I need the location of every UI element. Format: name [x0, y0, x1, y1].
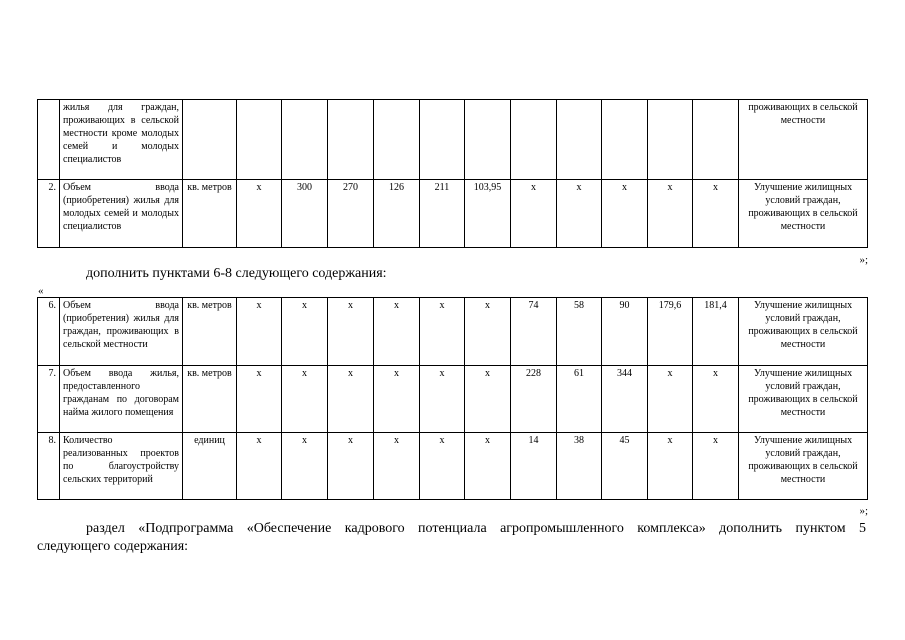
value-cell: 270 [328, 180, 374, 248]
result-cell: Улучшение жилищных условий граждан, проживающих в сельской местности [739, 366, 868, 433]
value-cell: х [693, 366, 739, 433]
result-cell: Улучшение жилищных условий граждан, проживающих в сельской местности [739, 433, 868, 500]
indicator-name-cell: жилья для граждан, проживающих в сельской местности кроме молодых семей и молодых специалистов [60, 100, 183, 180]
value-cell [465, 100, 511, 180]
close-quote-1: »; [859, 254, 868, 266]
row-number-cell: 2. [38, 180, 60, 248]
value-cell: х [374, 366, 420, 433]
value-cell: х [374, 298, 420, 366]
value-cell: 38 [557, 433, 602, 500]
row-number-cell: 7. [38, 366, 60, 433]
table-row [38, 100, 868, 180]
indicators-table-top [37, 99, 868, 248]
result-cell: Улучшение жилищных условий граждан, проживающих в сельской местности [739, 298, 868, 366]
value-cell [557, 100, 602, 180]
unit-cell: кв. метров [183, 366, 237, 433]
value-cell: х [237, 433, 282, 500]
value-cell: 344 [602, 366, 648, 433]
unit-cell: кв. метров [183, 180, 237, 248]
indicator-name-cell: Объем ввода жилья, предоставленного гражданам по договорам найма жилого помещения [60, 366, 183, 433]
value-cell: х [648, 180, 693, 248]
value-cell: х [557, 180, 602, 248]
value-cell [693, 100, 739, 180]
value-cell: х [648, 433, 693, 500]
value-cell [511, 100, 557, 180]
open-quote: « [38, 285, 44, 297]
value-cell [237, 100, 282, 180]
indicator-name-cell: Объем ввода (приобретения) жилья для граждан, проживающих в сельской местности [60, 298, 183, 366]
value-cell: 181,4 [693, 298, 739, 366]
table-row [38, 180, 868, 248]
value-cell: х [420, 366, 465, 433]
value-cell: 61 [557, 366, 602, 433]
row-number-cell: 6. [38, 298, 60, 366]
section-text-line2: следующего содержания: [37, 539, 189, 554]
value-cell: х [328, 433, 374, 500]
row-number-cell: 8. [38, 433, 60, 500]
value-cell: х [282, 366, 328, 433]
result-cell: Улучшение жилищных условий граждан, проживающих в сельской местности [739, 180, 868, 248]
value-cell: х [237, 180, 282, 248]
result-cell: проживающих в сельской местности [739, 100, 868, 180]
value-cell: 74 [511, 298, 557, 366]
value-cell: х [282, 298, 328, 366]
value-cell: 14 [511, 433, 557, 500]
value-cell [602, 100, 648, 180]
value-cell: 126 [374, 180, 420, 248]
unit-cell: кв. метров [183, 298, 237, 366]
value-cell: х [465, 366, 511, 433]
value-cell [328, 100, 374, 180]
row-number-cell [38, 100, 60, 180]
value-cell [648, 100, 693, 180]
value-cell: 90 [602, 298, 648, 366]
value-cell: х [237, 366, 282, 433]
value-cell [282, 100, 328, 180]
value-cell: х [328, 366, 374, 433]
value-cell: 300 [282, 180, 328, 248]
value-cell: х [328, 298, 374, 366]
value-cell: х [420, 298, 465, 366]
value-cell: 179,6 [648, 298, 693, 366]
value-cell: 103,95 [465, 180, 511, 248]
indicator-name-cell: Объем ввода (приобретения) жилья для молодых семей и молодых специалистов [60, 180, 183, 248]
value-cell: 45 [602, 433, 648, 500]
value-cell: х [282, 433, 328, 500]
unit-cell [183, 100, 237, 180]
value-cell: х [465, 298, 511, 366]
table-row [38, 433, 868, 500]
table-row [38, 366, 868, 433]
value-cell: х [420, 433, 465, 500]
indicators-table-new [37, 297, 868, 500]
value-cell: х [374, 433, 420, 500]
value-cell: 228 [511, 366, 557, 433]
value-cell: х [465, 433, 511, 500]
value-cell: 211 [420, 180, 465, 248]
supplement-text: дополнить пунктами 6-8 следующего содержания: [86, 266, 387, 281]
value-cell: х [648, 366, 693, 433]
value-cell [374, 100, 420, 180]
unit-cell: единиц [183, 433, 237, 500]
close-quote-2: »; [859, 505, 868, 517]
value-cell: х [511, 180, 557, 248]
value-cell [420, 100, 465, 180]
value-cell: х [693, 433, 739, 500]
value-cell: 58 [557, 298, 602, 366]
value-cell: х [602, 180, 648, 248]
indicator-name-cell: Количество реализованных проектов по благоустройству сельских территорий [60, 433, 183, 500]
section-text-line1: раздел «Подпрограмма «Обеспечение кадрового потенциала агропромышленного комплекса» дополнить пунктом 5 [86, 521, 866, 536]
value-cell: х [237, 298, 282, 366]
table-row [38, 298, 868, 366]
value-cell: х [693, 180, 739, 248]
